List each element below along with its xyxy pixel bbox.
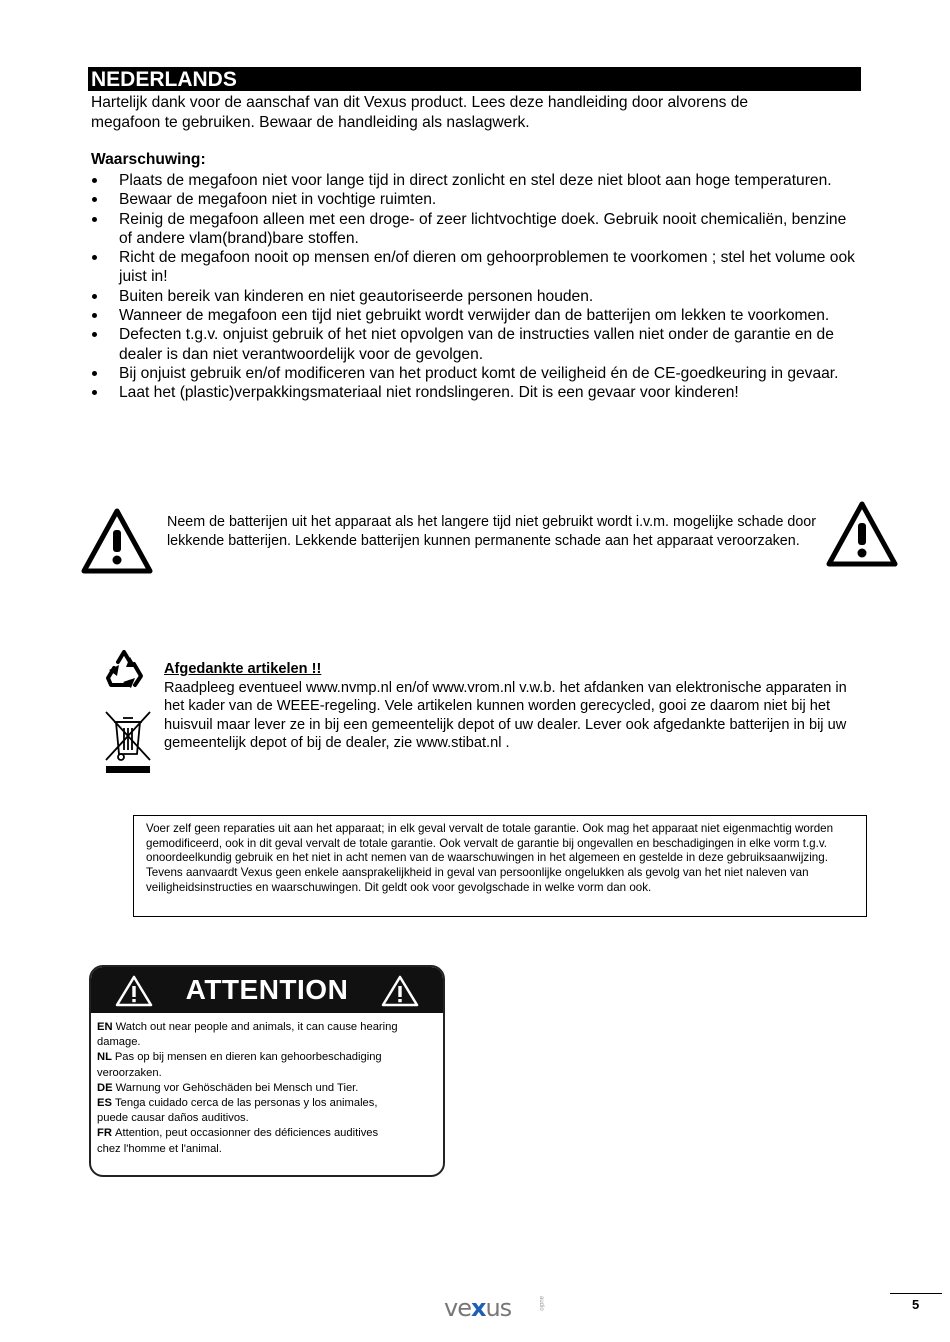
intro-paragraph — [91, 93, 861, 132]
attention-line: veroorzaken. — [97, 1066, 162, 1079]
disposal-text: Raadpleeg eventueel www.nvmp.nl en/of www.vrom.nl v.w.b. het afdanken van elektronische apparaten in het kader van de WEEE-regeling. Vele artikelen kunnen worden gerecycled, gooi ze daarom niet bij het huisvuil maar lever ze in bij een gemeentelijk depot of uw dealer. Lever ook afgedankte batterijen in bij uw gemeentelijk depot of bij de dealer, zie www.stibat.nl . — [164, 679, 847, 752]
attention-line: EN Watch out near people and animals, it can cause hearing — [97, 1021, 398, 1033]
page-number: 5 — [912, 1297, 920, 1312]
attention-line: NL Pas op bij mensen en dieren kan gehoorbeschadiging — [97, 1051, 382, 1064]
vexus-logo: vexus — [444, 1294, 512, 1322]
attention-label — [89, 965, 445, 1177]
footer-rule — [890, 1293, 942, 1294]
intro-line-1: Hartelijk dank voor de aanschaf van dit Vexus product. Lees deze handleiding door alvorens de — [91, 94, 749, 111]
list-item: Richt de megafoon nooit op mensen en/of dieren om gehoorproblemen te voorkomen ; stel het volume ook juist in! — [91, 248, 861, 287]
disposal-title: Afgedankte artikelen !! — [164, 661, 322, 677]
attention-line: FR Attention, peut occasionner des déficiences auditives — [97, 1127, 379, 1140]
attention-line: chez l'homme et l'animal. — [97, 1142, 222, 1155]
list-item: Plaats de megafoon niet voor lange tijd in direct zonlicht en stel deze niet bloot aan hoge temperaturen. — [91, 171, 861, 190]
weee-bin-icon — [104, 710, 152, 774]
warning-triangle-icon — [81, 508, 153, 574]
list-item: Bewaar de megafoon niet in vochtige ruimten. — [91, 190, 861, 209]
disclaimer-text: Voer zelf geen reparaties uit aan het apparaat; in elk geval vervalt de totale garantie. Ook mag het apparaat niet eigenmachtig worden gemodificeerd, ook in dit geval vervalt de totale garantie. Ook vervalt de garantie bij ongevallen en beschadigingen in elke vorm t.g.v. onoordeelkundig gebruik en het niet in acht nemen van de waarschuwingen in het algemeen en gestelde in deze gebruiksaanwijzing. Tevens aanvaardt Vexus geen enkele aansprakelijkheid in geval van persoonlijke ongelukken als gevolg van het niet naleven van veiligheidsinstructies en waarschuwingen. Dit geldt ook voor gevolgschade in welke vorm dan ook. — [146, 822, 834, 894]
battery-notice: Neem de batterijen uit het apparaat als het langere tijd niet gebruikt wordt i.v.m. mogelijke schade door lekkende batterijen. Lekkende batterijen kunnen permanente schade aan het apparaat veroorzaken. — [167, 514, 817, 549]
list-item: Wanneer de megafoon een tijd niet gebruikt wordt verwijder dan de batterijen om lekken te voorkomen. — [91, 306, 861, 325]
warning-heading: Waarschuwing: — [91, 151, 206, 168]
section-title-bar: NEDERLANDS — [88, 67, 861, 91]
list-item: Buiten bereik van kinderen en niet geautoriseerde personen houden. — [91, 287, 861, 306]
list-item: Laat het (plastic)verpakkingsmateriaal niet rondslingeren. Dit is een gevaar voor kinderen! — [91, 383, 861, 402]
recycle-icon — [103, 648, 147, 690]
list-item: Bij onjuist gebruik en/of modificeren van het product komt de veiligheid én de CE-goedkeuring in gevaar. — [91, 364, 861, 383]
warning-list — [91, 171, 861, 403]
warning-triangle-icon — [381, 975, 419, 1007]
attention-body — [91, 1013, 443, 1157]
intro-line-2: megafoon te gebruiken. Bewaar de handleiding als naslagwerk. — [91, 113, 530, 131]
warning-triangle-icon — [826, 501, 898, 567]
attention-line: ES Tenga cuidado cerca de las personas y los animales, — [97, 1097, 378, 1110]
logo-subtext: audio — [538, 1296, 544, 1311]
attention-header — [91, 967, 443, 1013]
list-item: Reinig de megafoon alleen met een droge- of zeer lichtvochtige doek. Gebruik nooit chemicaliën, benzine of andere vlam(brand)bare stoffen. — [91, 210, 861, 249]
list-item: Defecten t.g.v. onjuist gebruik of het niet opvolgen van de instructies vallen niet onder de garantie en de dealer is dan niet verantwoordelijk voor de gevolgen. — [91, 325, 861, 364]
attention-line: DE Warnung vor Gehöschäden bei Mensch und Tier. — [97, 1081, 359, 1094]
disposal-section — [164, 660, 864, 753]
attention-line: puede causar daños auditivos. — [97, 1112, 249, 1125]
attention-title: ATTENTION — [185, 974, 349, 1005]
attention-line: damage. — [97, 1036, 141, 1049]
disclaimer-box — [133, 815, 867, 917]
